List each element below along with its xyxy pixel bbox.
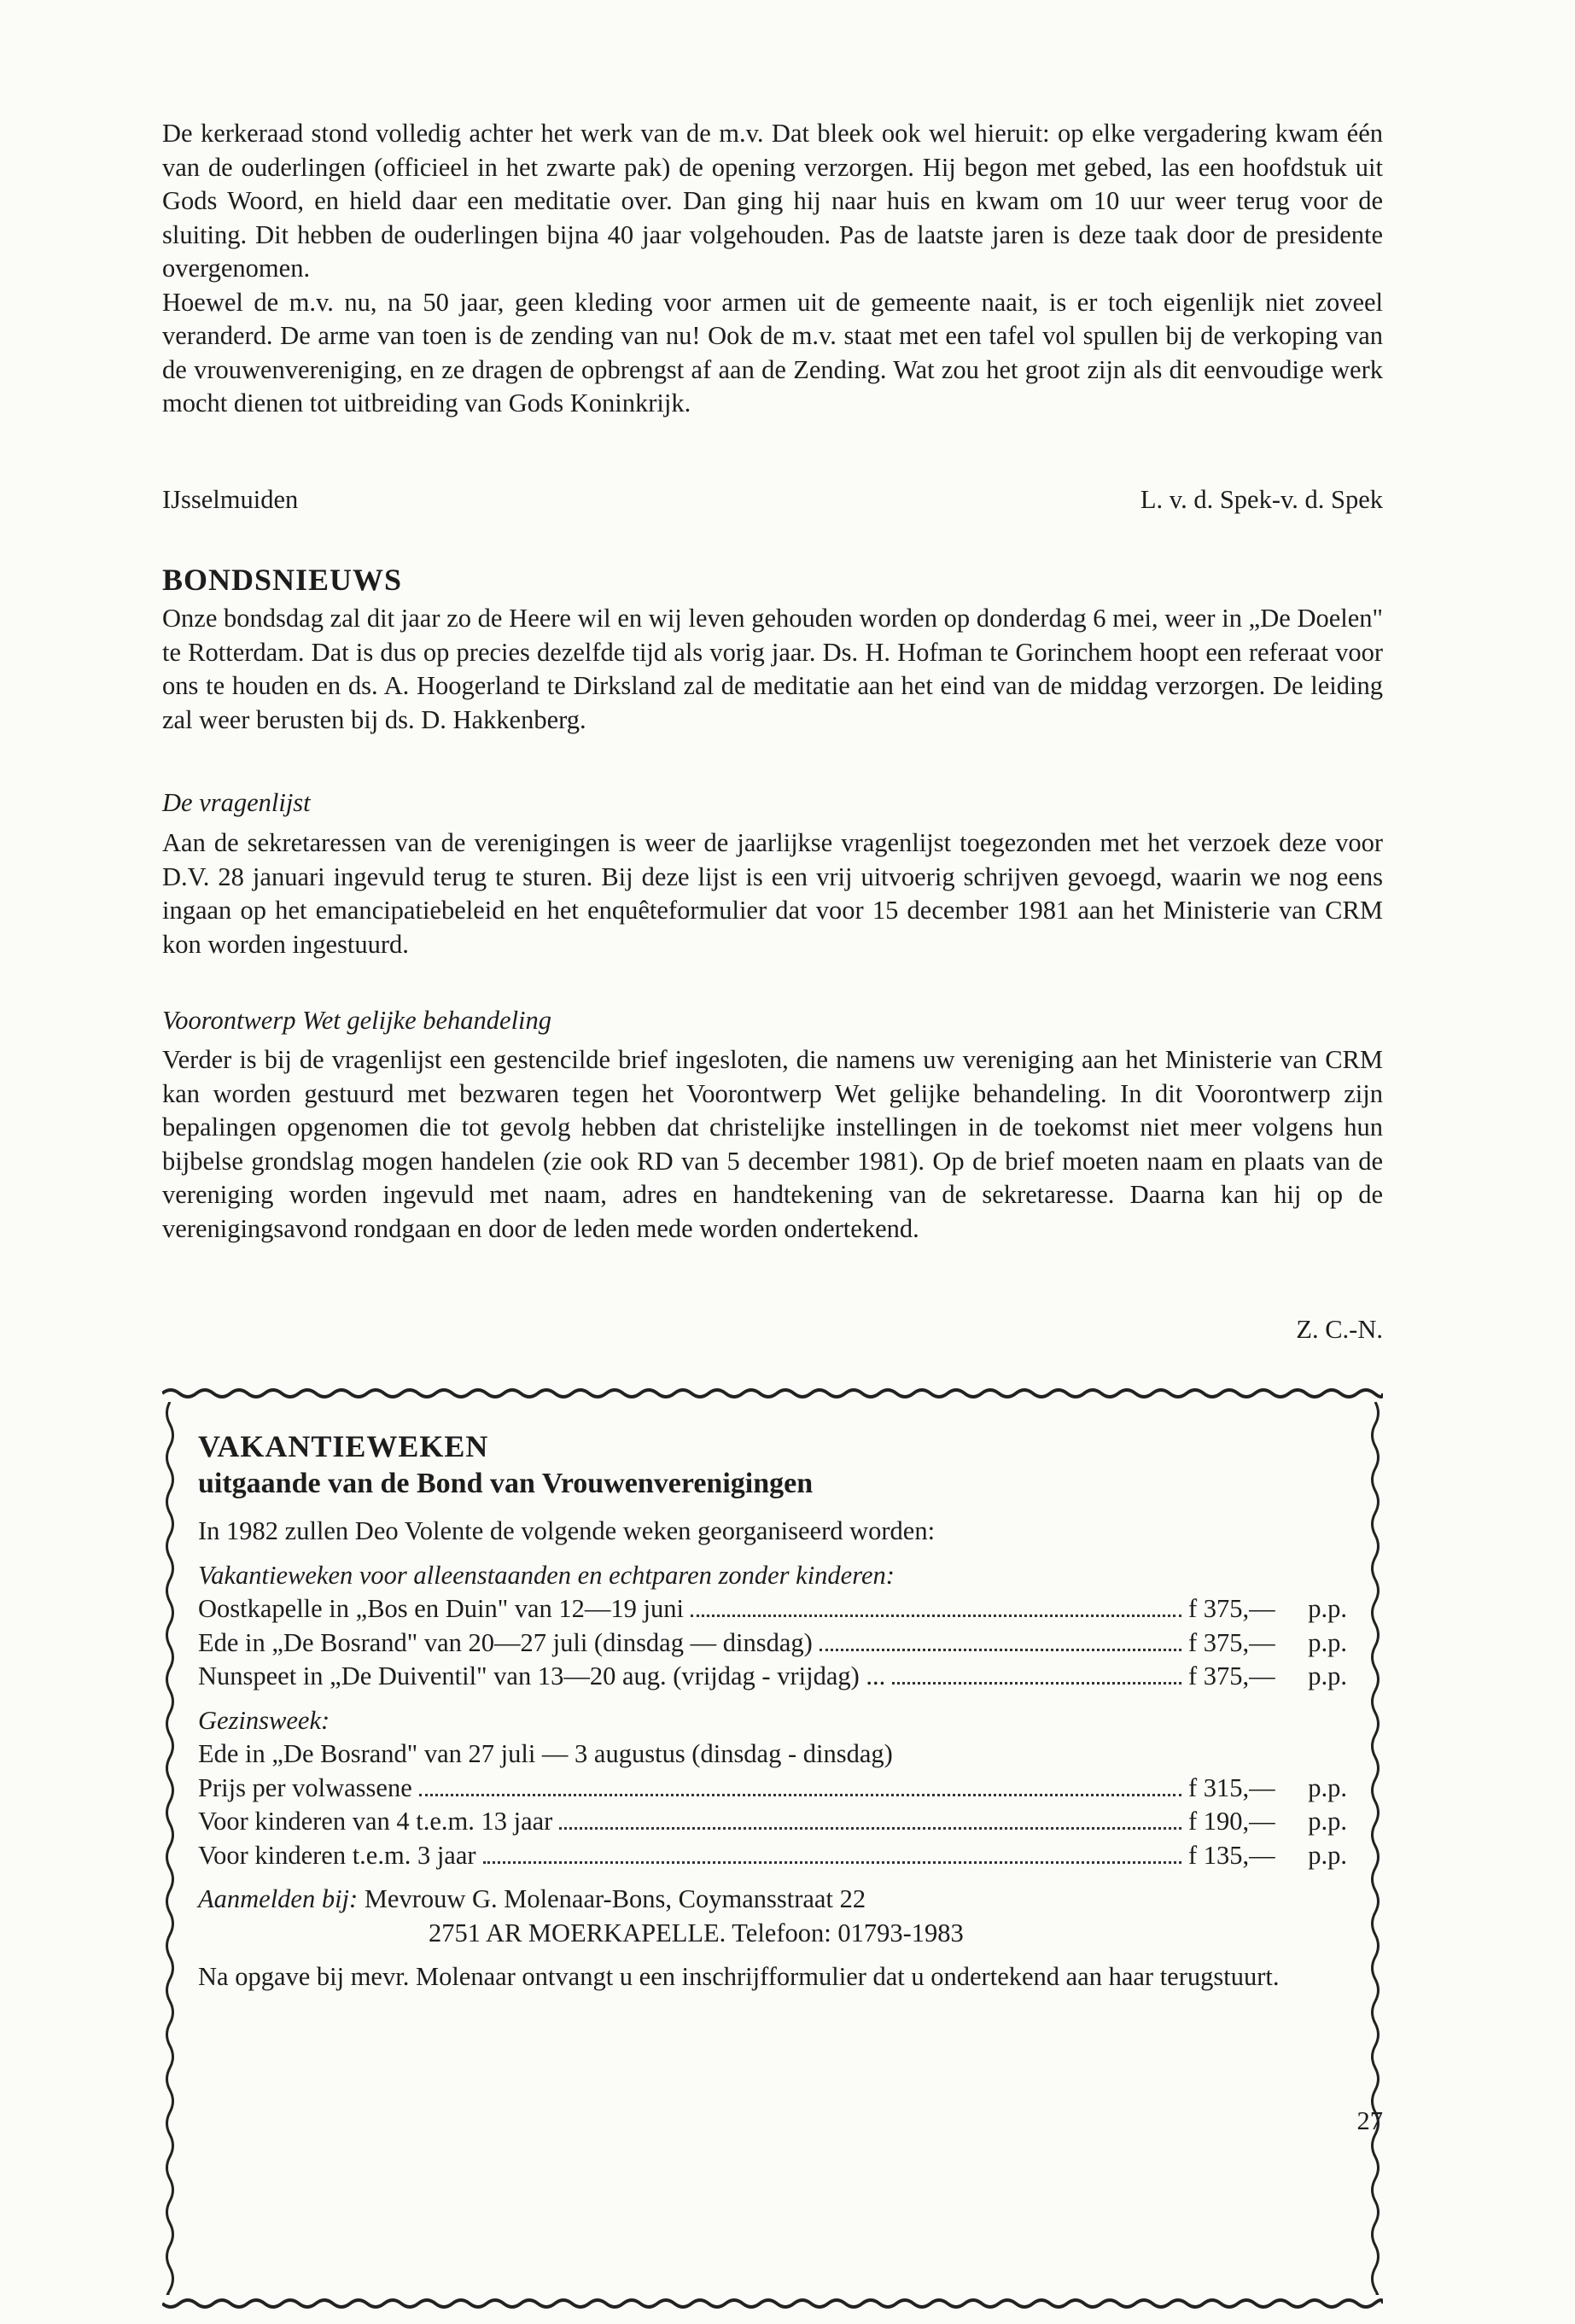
price-value (1188, 1805, 1294, 1839)
aanmelden-address: Mevrouw G. Molenaar-Bons, Coymansstraat 22 (364, 1884, 866, 1913)
unit: p.p. (1308, 1807, 1347, 1836)
price-row (198, 1839, 1347, 1873)
vakantieweken-box (162, 1385, 1383, 2324)
amount: 375,— (1203, 1594, 1275, 1623)
price-value (1188, 1772, 1294, 1806)
vakantieweken-subtitle: uitgaande van de Bond van Vrouwenverenigingen (198, 1468, 814, 1499)
week-price (1188, 1626, 1294, 1661)
section1-title: Vakantieweken voor alleenstaanden en echtparen zonder kinderen: (198, 1560, 895, 1590)
vakantieweken-title: VAKANTIEWEKEN (198, 1429, 489, 1463)
leader-dots (483, 1861, 1181, 1864)
price-row (198, 1772, 1347, 1806)
leader-dots (892, 1682, 1181, 1685)
intro-paragraph-2: Hoewel de m.v. nu, na 50 jaar, geen kleding voor armen uit de gemeente naait, is er toch eigenlijk niet zoveel veranderd. De arme van toen is de zending van nu! Ook de m.v. staat met een tafel vol spullen bij de verkoping van de vrouwenvereniging, en ze dragen de opbrengst af aan de Zending. Wat zou het groot zijn als dit eenvoudige werk mocht dienen tot uitbreiding van Gods Koninkrijk. (162, 287, 1383, 418)
leader-dots (820, 1649, 1181, 1651)
ornamental-border-bottom (162, 2295, 1383, 2312)
currency: f (1188, 1807, 1198, 1836)
voorontwerp-title: Voorontwerp Wet gelijke behandeling (162, 1006, 552, 1035)
vragenlijst-title: De vragenlijst (162, 788, 311, 817)
amount: 375,— (1203, 1661, 1275, 1690)
voorontwerp-text: Verder is bij de vragenlijst een gestencilde brief ingesloten, die namens uw vereniging aan het Ministerie van CRM kan worden gestuurd met bezwaren tegen het Voorontwerp Wet gelijke behandeling. In dit Voorontwerp zijn bepalingen opgenomen die tot gevolg hebben dat christelijke instellingen in de toekomst niet meer volgens hun bijbelse grondslag mogen handelen (zie ook RD van 5 december 1981). Op de brief moeten naam en plaats van de vereniging worden ingevuld met naam, adres en handtekening van de sekretaresse. Daarna kan hij op de verenigingsavond rondgaan en door de leden mede worden ondertekend. (162, 1045, 1383, 1243)
unit: p.p. (1308, 1594, 1347, 1623)
unit: p.p. (1308, 1772, 1347, 1802)
ornamental-border-left (162, 1402, 178, 2295)
aanmelden-line-2: 2751 AR MOERKAPELLE. Telefoon: 01793-1983 (429, 1918, 964, 1947)
price-desc: Voor kinderen van 4 t.e.m. 13 jaar (198, 1807, 553, 1836)
price-desc: Voor kinderen t.e.m. 3 jaar (198, 1840, 476, 1870)
intro-signature: L. v. d. Spek-v. d. Spek (1140, 485, 1383, 514)
page-number: 27 (1356, 2106, 1383, 2135)
bondsnieuws-signature: Z. C.-N. (1296, 1315, 1383, 1344)
vakantieweken-content (198, 1428, 1347, 1994)
week-desc: Nunspeet in „De Duiventil" van 13—20 aug. (vrijdag - vrijdag) ... (198, 1661, 886, 1690)
leader-dots (691, 1615, 1181, 1617)
amount: 315,— (1203, 1772, 1275, 1802)
ornamental-border-right (1368, 1402, 1383, 2295)
aanmelden-line-1 (198, 1883, 1347, 1917)
currency: f (1188, 1661, 1198, 1690)
currency: f (1188, 1840, 1198, 1870)
week-row (198, 1626, 1347, 1661)
vakantieweken-intro: In 1982 zullen Deo Volente de volgende weken georganiseerd worden: (198, 1516, 936, 1545)
week-desc: Oostkapelle in „Bos en Duin" van 12—19 juni (198, 1594, 685, 1623)
unit: p.p. (1308, 1627, 1347, 1657)
intro-paragraph-1: De kerkeraad stond volledig achter het werk van de m.v. Dat bleek ook wel hieruit: op elke vergadering kwam één van de ouderlingen (officieel in het zwarte pak) de opening verzorgen. Hij begon met gebed, las een hoofdstuk uit Gods Woord, en hield daar een meditatie over. Dan ging hij naar huis en kwam om 10 uur weer terug voor de sluiting. Dit hebben de ouderlingen bijna 40 jaar volgehouden. Pas de laatste jaren is deze taak door de presidente overgenomen. (162, 119, 1383, 283)
aanmelden-label: Aanmelden bij: (198, 1884, 359, 1913)
week-desc: Ede in „De Bosrand" van 20—27 juli (dinsdag — dinsdag) (198, 1627, 813, 1657)
currency: f (1188, 1772, 1198, 1802)
vragenlijst-text: Aan de sekretaressen van de verenigingen is weer de jaarlijkse vragenlijst toegezonden met het verzoek deze voor D.V. 28 januari ingevuld terug te sturen. Bij deze lijst is een vrij uitvoerig schrijven gevoegd, waarin we nog eens ingaan op het emancipatiebeleid en het enquêteformulier dat voor 15 december 1981 aan het Ministerie van CRM kon worden ingestuurd. (162, 828, 1383, 959)
week-price (1188, 1660, 1294, 1694)
price-value (1188, 1839, 1294, 1873)
week-row (198, 1660, 1347, 1694)
leader-dots (419, 1794, 1181, 1796)
currency: f (1188, 1627, 1198, 1657)
unit: p.p. (1308, 1661, 1347, 1690)
week-row (198, 1592, 1347, 1626)
amount: 190,— (1203, 1807, 1275, 1836)
price-desc: Prijs per volwassene (198, 1772, 412, 1802)
gezinsweek-line: Ede in „De Bosrand" van 27 juli — 3 augustus (dinsdag - dinsdag) (198, 1739, 893, 1768)
leader-dots (559, 1827, 1181, 1830)
intro-place: IJsselmuiden (162, 485, 299, 514)
amount: 135,— (1203, 1840, 1275, 1870)
vakantieweken-closing: Na opgave bij mevr. Molenaar ontvangt u een inschrijfformulier dat u ondertekend aan haar terugstuurt. (198, 1962, 1280, 1991)
bondsnieuws-heading: BONDSNIEUWS (162, 563, 403, 597)
amount: 375,— (1203, 1627, 1275, 1657)
week-price (1188, 1592, 1294, 1626)
section2-title: Gezinsweek: (198, 1705, 330, 1735)
bondsnieuws-paragraph: Onze bondsdag zal dit jaar zo de Heere wil en wij leven gehouden worden op donderdag 6 mei, weer in „De Doelen" te Rotterdam. Dat is dus op precies dezelfde tijd als vorig jaar. Ds. H. Hofman te Gorinchem hoopt een referaat voor ons te houden en ds. A. Hoogerland te Dirksland zal de meditatie aan het eind van de middag verzorgen. De leiding zal weer berusten bij ds. D. Hakkenberg. (162, 604, 1383, 734)
ornamental-border-top (162, 1385, 1383, 1402)
currency: f (1188, 1594, 1198, 1623)
intro-section (162, 117, 1383, 421)
price-row (198, 1805, 1347, 1839)
unit: p.p. (1308, 1840, 1347, 1870)
